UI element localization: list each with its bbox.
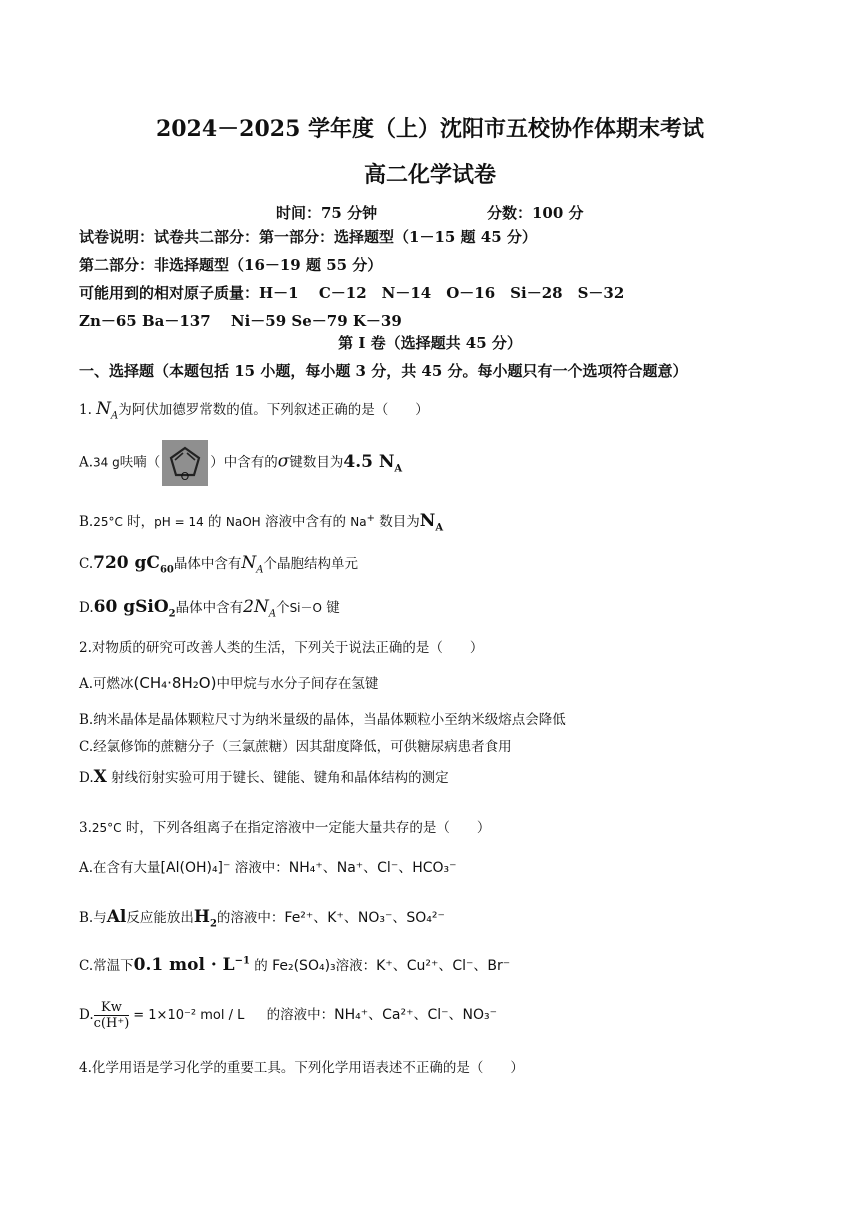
q2-option-d: D.X 射线衍射实验可用于键长、键能、键角和晶体结构的测定: [79, 767, 449, 787]
furan-structure-image: [162, 440, 208, 486]
q3-stem: 3.25°C 时，下列各组离子在指定溶液中一定能大量共存的是（ ）: [79, 820, 491, 836]
exam-time: 时间：75 分钟: [276, 204, 378, 222]
q3-option-b: B.与Al反应能放出$H_2$的溶液中：Fe²⁺、K⁺、NO₃⁻、SO₄²⁻: [79, 907, 445, 930]
exam-subtitle: 高二化学试卷: [363, 162, 496, 188]
q4-stem: 4.化学用语是学习化学的重要工具。下列化学用语表述不正确的是（ ）: [79, 1060, 524, 1076]
info-line-1: 试卷说明：试卷共二部分：第一部分：选择题型（1－15 题 45 分）: [79, 228, 537, 246]
q2-option-c: C.经氯修饰的蔗糖分子（三氯蔗糖）因其甜度降低，可供糖尿病患者食用: [79, 739, 512, 755]
exam-score: 分数：100 分: [487, 204, 584, 222]
q1-option-a: A.34 g呋喃（ O ）中含有的σ键数目为4.5 $N_A$: [79, 440, 402, 486]
q2-option-b: B.纳米晶体是晶体颗粒尺寸为纳米量级的晶体，当晶体颗粒小至纳米级熔点会降低: [79, 712, 566, 728]
q1-option-c: C.720 $gC_{60}$晶体中含有$N_A$个晶胞结构单元: [79, 553, 358, 576]
exam-title: 2024－2025 学年度（上）沈阳市五校协作体期末考试: [155, 116, 705, 142]
q3-option-c: C.常温下0.1 mol · $L^{-1}$ 的 Fe₂(SO₄)₃溶液：K⁺、Cu²⁺、Cl⁻、Br⁻: [79, 955, 511, 975]
q1-option-b: B.25°C 时，pH = 14 的 NaOH 溶液中含有的 Na+ 数目为$N_A$: [79, 511, 444, 534]
q3-option-d: D. $\frac{Kw}{c(H^+)}$ = 1×10⁻² mol / L 的溶液中：NH₄⁺、Ca²⁺、Cl⁻、NO₃⁻: [79, 1000, 498, 1031]
section-heading: 第 I 卷（选择题共 45 分）: [338, 334, 522, 352]
section-intro: 一、选择题（本题包括 15 小题，每小题 3 分，共 45 分。每小题只有一个选项符合题意）: [79, 362, 688, 380]
svg-text:O: O: [180, 470, 190, 483]
info-line-4: Zn－65 Ba－137 Ni－59 Se－79 K－39: [79, 312, 402, 330]
q1-option-d: D.60 gSiO$_2$晶体中含有$2N_A$个Si－O 键: [79, 597, 340, 620]
q1-stem: 1. $N_A$为阿伏加德罗常数的值。下列叙述正确的是（ ）: [79, 399, 429, 422]
info-line-3: 可能用到的相对原子质量：H－1 C－12 N－14 O－16 Si－28 S－32: [79, 284, 625, 302]
q3-option-a: A.在含有大量[Al(OH)₄]⁻ 溶液中：NH₄⁺、Na⁺、Cl⁻、HCO₃⁻: [79, 860, 457, 876]
q2-option-a: A.可燃冰(CH₄·8H₂O)中甲烷与水分子间存在氢键: [79, 674, 379, 692]
kw-fraction: $\frac{Kw}{c(H^+)}$: [93, 1000, 130, 1031]
info-line-2: 第二部分：非选择题型（16－19 题 55 分）: [79, 256, 383, 274]
q2-stem: 2.对物质的研究可改善人类的生活，下列关于说法正确的是（ ）: [79, 640, 484, 656]
